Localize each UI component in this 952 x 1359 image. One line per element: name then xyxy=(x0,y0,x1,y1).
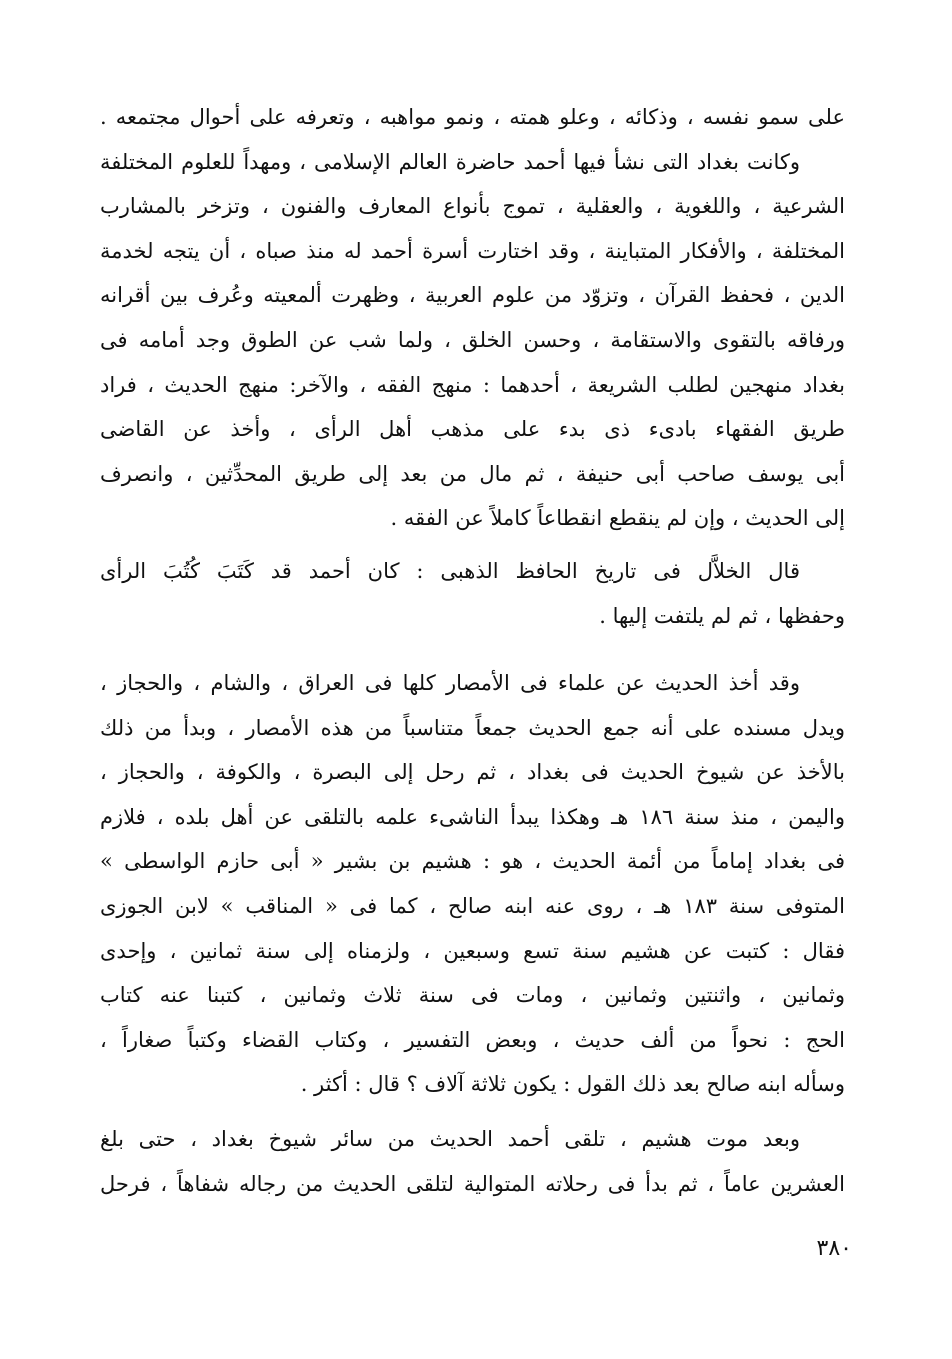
text-line: قال الخلاَّل فى تاريخ الحافظ الذهبى : كان أحمد قد كَتَبَ كُتُبَ الرأى xyxy=(100,559,800,583)
page-number: ٣٨٠ xyxy=(816,1236,852,1261)
text-line: وثمانين ، واثنتين وثمانين ، ومات فى سنة ثلاث وثمانين ، كتبنا عنه كتاب xyxy=(100,983,845,1008)
text-line: واليمن ، منذ سنة ١٨٦ هـ وهكذا يبدأ الناشىء علمه بالتلقى عن أهل بلده ، فلازم xyxy=(100,804,845,829)
text-line: المختلفة ، والأفكار المتباينة ، وقد اختارت أسرة أحمد له منذ صباه ، أن يتجه لخدمة xyxy=(100,238,845,263)
text-line: وحفظها ، ثم لم يلتفت إليها . xyxy=(599,603,845,628)
text-line: بالأخذ عن شيوخ الحديث فى بغداد ، ثم رحل إلى البصرة ، والكوفة ، والحجاز ، xyxy=(100,760,845,785)
paragraph-hadith-teachers xyxy=(100,661,845,1107)
text-line: وكانت بغداد التى نشأ فيها أحمد حاضرة العالم الإسلامى ، ومهداً للعلوم المختلفة xyxy=(100,149,800,174)
paragraph-khallal-quote xyxy=(100,549,845,638)
text-line: أبى يوسف صاحب أبى حنيفة ، ثم مال من بعد إلى طريق المحدِّثين ، وانصرف xyxy=(100,461,845,486)
text-line: الدين ، فحفظ القرآن ، وتزوّد من علوم العربية ، وظهرت ألمعيته وعُرف بين أقرانه xyxy=(100,283,845,308)
text-line: ويدل مسنده على أنه جمع الحديث جمعاً متناسباً من هذه الأمصار ، وبدأ من ذلك xyxy=(100,715,845,740)
text-line: بغداد منهجين لطلب الشريعة ، أحدهما : منهج الفقه ، والآخر: منهج الحديث ، فراد xyxy=(100,372,845,397)
text-line: الحج : نحواً من ألف حديث ، وبعض التفسير ، وكتاب القضاء وكتباً صغاراً ، xyxy=(100,1027,845,1052)
text-line: ورفاقه بالتقوى والاستقامة ، وحسن الخلق ، ولما شب عن الطوق وجد أمامه فى xyxy=(100,327,845,352)
text-line: العشرين عاماً ، ثم بدأ فى رحلاته المتوالية لتلقى الحديث من رجاله شفاهاً ، فرحل xyxy=(100,1171,845,1196)
paragraph-upbringing xyxy=(100,95,845,541)
text-line: وبعد موت هشيم ، تلقى أحمد الحديث من سائر شيوخ بغداد ، حتى بلغ xyxy=(100,1127,800,1151)
text-line: المتوفى سنة ١٨٣ هـ ، روى عنه ابنه صالح ، كما فى « المناقب » لابن الجوزى xyxy=(100,893,845,918)
text-line: الشرعية ، واللغوية ، والعقلية ، تموج بأنواع المعارف والفنون ، وتزخر بالمشارب xyxy=(100,194,845,219)
text-line: على سمو نفسه ، وذكائه ، وعلو همته ، ونمو مواهبه ، وتعرفه على أحوال مجتمعه . xyxy=(100,105,845,129)
text-line: وسأله ابنه صالح بعد ذلك القول : يكون ثلاثة آلاف ؟ قال : أكثر . xyxy=(300,1072,845,1097)
paragraph-after-hushaym xyxy=(100,1117,845,1206)
text-line: وقد أخذ الحديث عن علماء فى الأمصار كلها فى العراق ، والشام ، والحجاز ، xyxy=(100,671,800,695)
text-line: فى بغداد إماماً من أئمة الحديث ، هو : هشيم بن بشير « أبى حازم الواسطى » xyxy=(100,849,845,874)
text-line: طريق الفقهاء بادىء ذى بدء على مذهب أهل الرأى ، وأخذ عن القاضى xyxy=(100,417,845,442)
text-line: إلى الحديث ، وإن لم ينقطع انقطاعاً كاملاً عن الفقه . xyxy=(390,506,845,531)
text-line: فقال : كتبت عن هشيم سنة تسع وسبعين ، ولزمناه إلى سنة ثمانين ، وإحدى xyxy=(100,938,845,963)
